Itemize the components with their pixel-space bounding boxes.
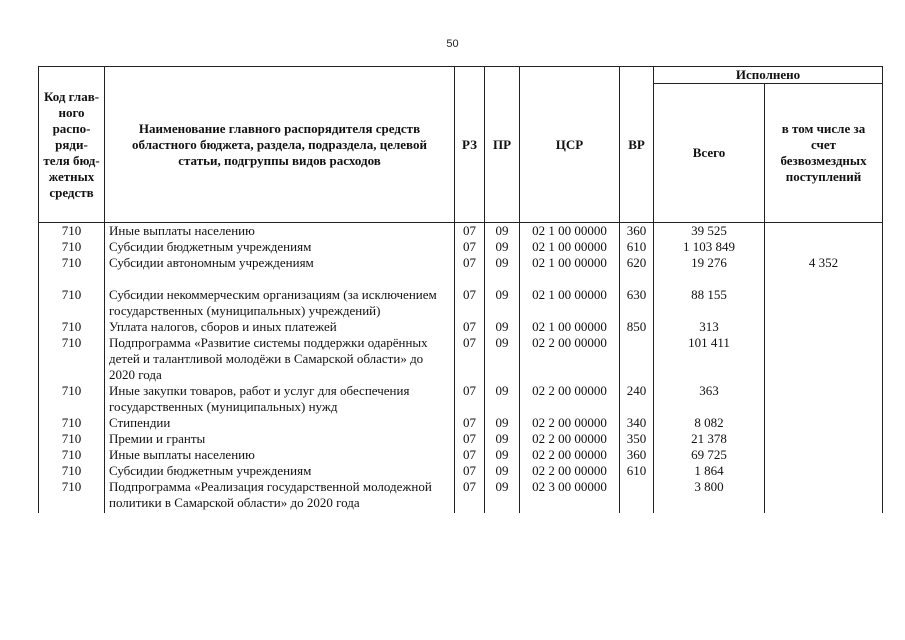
cell-vr: 610 bbox=[620, 463, 654, 479]
cell-name: Субсидии некоммерческим организациям (за исключением государственных (муниципальных) учреждений) bbox=[105, 287, 455, 319]
cell-vr bbox=[620, 335, 654, 383]
table-row bbox=[39, 239, 883, 255]
cell-csr: 02 2 00 00000 bbox=[520, 415, 620, 431]
cell-vr: 850 bbox=[620, 319, 654, 335]
cell-name: Иные выплаты населению bbox=[105, 223, 455, 240]
table-row bbox=[39, 319, 883, 335]
cell-csr: 02 1 00 00000 bbox=[520, 287, 620, 319]
cell-free bbox=[765, 335, 883, 383]
cell-name: Подпрограмма «Развитие системы поддержки одарённых детей и талантливой молодёжи в Самарской области» до 2020 года bbox=[105, 335, 455, 383]
table-row bbox=[39, 255, 883, 271]
cell-csr: 02 1 00 00000 bbox=[520, 255, 620, 271]
cell-name: Субсидии бюджетным учреждениям bbox=[105, 463, 455, 479]
cell-pr: 09 bbox=[485, 383, 520, 415]
cell-name: Подпрограмма «Реализация государственной молодежной политики в Самарской области» до 2020 года bbox=[105, 479, 455, 513]
table-row bbox=[39, 447, 883, 463]
cell-csr: 02 2 00 00000 bbox=[520, 383, 620, 415]
header-executed: Исполнено bbox=[654, 67, 883, 84]
cell-free bbox=[765, 383, 883, 415]
cell-total: 1 103 849 bbox=[654, 239, 765, 255]
cell-rz: 07 bbox=[455, 431, 485, 447]
cell-code: 710 bbox=[39, 335, 105, 383]
header-csr: ЦСР bbox=[520, 67, 620, 223]
cell-vr: 340 bbox=[620, 415, 654, 431]
cell-total: 1 864 bbox=[654, 463, 765, 479]
table-row bbox=[39, 479, 883, 513]
cell-rz: 07 bbox=[455, 255, 485, 271]
cell-name: Стипендии bbox=[105, 415, 455, 431]
cell-pr: 09 bbox=[485, 463, 520, 479]
cell-pr: 09 bbox=[485, 223, 520, 240]
header-code: Код глав-ного распо-ряди-теля бюд-жетных средств bbox=[39, 67, 105, 223]
cell-total: 21 378 bbox=[654, 431, 765, 447]
cell-rz: 07 bbox=[455, 239, 485, 255]
cell-code: 710 bbox=[39, 319, 105, 335]
budget-table bbox=[38, 66, 883, 513]
cell-code: 710 bbox=[39, 223, 105, 240]
cell-code: 710 bbox=[39, 431, 105, 447]
cell-csr: 02 2 00 00000 bbox=[520, 431, 620, 447]
cell-rz: 07 bbox=[455, 479, 485, 513]
table-row bbox=[39, 383, 883, 415]
cell-total: 88 155 bbox=[654, 287, 765, 319]
cell-pr: 09 bbox=[485, 335, 520, 383]
cell-free bbox=[765, 447, 883, 463]
cell-total: 3 800 bbox=[654, 479, 765, 513]
cell-total: 19 276 bbox=[654, 255, 765, 271]
cell-csr: 02 2 00 00000 bbox=[520, 335, 620, 383]
cell-free bbox=[765, 479, 883, 513]
header-rz: РЗ bbox=[455, 67, 485, 223]
cell-free: 4 352 bbox=[765, 255, 883, 271]
cell-code: 710 bbox=[39, 479, 105, 513]
cell-name: Иные выплаты населению bbox=[105, 447, 455, 463]
cell-free bbox=[765, 319, 883, 335]
cell-free bbox=[765, 287, 883, 319]
header-name: Наименование главного распорядителя средств областного бюджета, раздела, подраздела, целевой статьи, подгруппы видов расходов bbox=[105, 67, 455, 223]
cell-code: 710 bbox=[39, 255, 105, 271]
cell-name: Иные закупки товаров, работ и услуг для обеспечения государственных (муниципальных) нужд bbox=[105, 383, 455, 415]
page-number: 50 bbox=[446, 38, 459, 50]
cell-pr: 09 bbox=[485, 287, 520, 319]
cell-csr: 02 3 00 00000 bbox=[520, 479, 620, 513]
cell-free bbox=[765, 239, 883, 255]
cell-name: Премии и гранты bbox=[105, 431, 455, 447]
cell-vr: 240 bbox=[620, 383, 654, 415]
header-total: Всего bbox=[654, 84, 765, 223]
table-spacer-row bbox=[39, 271, 883, 287]
cell-code: 710 bbox=[39, 463, 105, 479]
cell-pr: 09 bbox=[485, 415, 520, 431]
cell-total: 101 411 bbox=[654, 335, 765, 383]
cell-csr: 02 2 00 00000 bbox=[520, 463, 620, 479]
cell-pr: 09 bbox=[485, 447, 520, 463]
cell-code: 710 bbox=[39, 415, 105, 431]
cell-total: 39 525 bbox=[654, 223, 765, 240]
cell-free bbox=[765, 223, 883, 240]
cell-name: Субсидии автономным учреждениям bbox=[105, 255, 455, 271]
cell-pr: 09 bbox=[485, 239, 520, 255]
header-vr: ВР bbox=[620, 67, 654, 223]
table-row bbox=[39, 287, 883, 319]
cell-name: Субсидии бюджетным учреждениям bbox=[105, 239, 455, 255]
cell-vr: 610 bbox=[620, 239, 654, 255]
cell-pr: 09 bbox=[485, 319, 520, 335]
cell-rz: 07 bbox=[455, 383, 485, 415]
header-free: в том числе за счет безвозмездных поступлений bbox=[765, 84, 883, 223]
table-row bbox=[39, 335, 883, 383]
cell-total: 363 bbox=[654, 383, 765, 415]
cell-rz: 07 bbox=[455, 447, 485, 463]
cell-vr: 620 bbox=[620, 255, 654, 271]
cell-total: 69 725 bbox=[654, 447, 765, 463]
cell-vr bbox=[620, 479, 654, 513]
cell-csr: 02 1 00 00000 bbox=[520, 319, 620, 335]
cell-code: 710 bbox=[39, 383, 105, 415]
cell-name: Уплата налогов, сборов и иных платежей bbox=[105, 319, 455, 335]
table-row bbox=[39, 223, 883, 240]
cell-free bbox=[765, 431, 883, 447]
cell-code: 710 bbox=[39, 447, 105, 463]
budget-table-container bbox=[38, 66, 883, 513]
cell-rz: 07 bbox=[455, 223, 485, 240]
cell-rz: 07 bbox=[455, 287, 485, 319]
cell-csr: 02 1 00 00000 bbox=[520, 239, 620, 255]
cell-code: 710 bbox=[39, 287, 105, 319]
cell-pr: 09 bbox=[485, 431, 520, 447]
cell-rz: 07 bbox=[455, 415, 485, 431]
cell-free bbox=[765, 415, 883, 431]
cell-vr: 360 bbox=[620, 223, 654, 240]
cell-rz: 07 bbox=[455, 335, 485, 383]
table-row bbox=[39, 415, 883, 431]
cell-free bbox=[765, 463, 883, 479]
cell-csr: 02 1 00 00000 bbox=[520, 223, 620, 240]
cell-total: 313 bbox=[654, 319, 765, 335]
table-row bbox=[39, 431, 883, 447]
cell-rz: 07 bbox=[455, 463, 485, 479]
cell-vr: 360 bbox=[620, 447, 654, 463]
cell-rz: 07 bbox=[455, 319, 485, 335]
cell-pr: 09 bbox=[485, 479, 520, 513]
cell-vr: 630 bbox=[620, 287, 654, 319]
cell-csr: 02 2 00 00000 bbox=[520, 447, 620, 463]
cell-pr: 09 bbox=[485, 255, 520, 271]
header-pr: ПР bbox=[485, 67, 520, 223]
cell-code: 710 bbox=[39, 239, 105, 255]
cell-total: 8 082 bbox=[654, 415, 765, 431]
cell-vr: 350 bbox=[620, 431, 654, 447]
table-row bbox=[39, 463, 883, 479]
